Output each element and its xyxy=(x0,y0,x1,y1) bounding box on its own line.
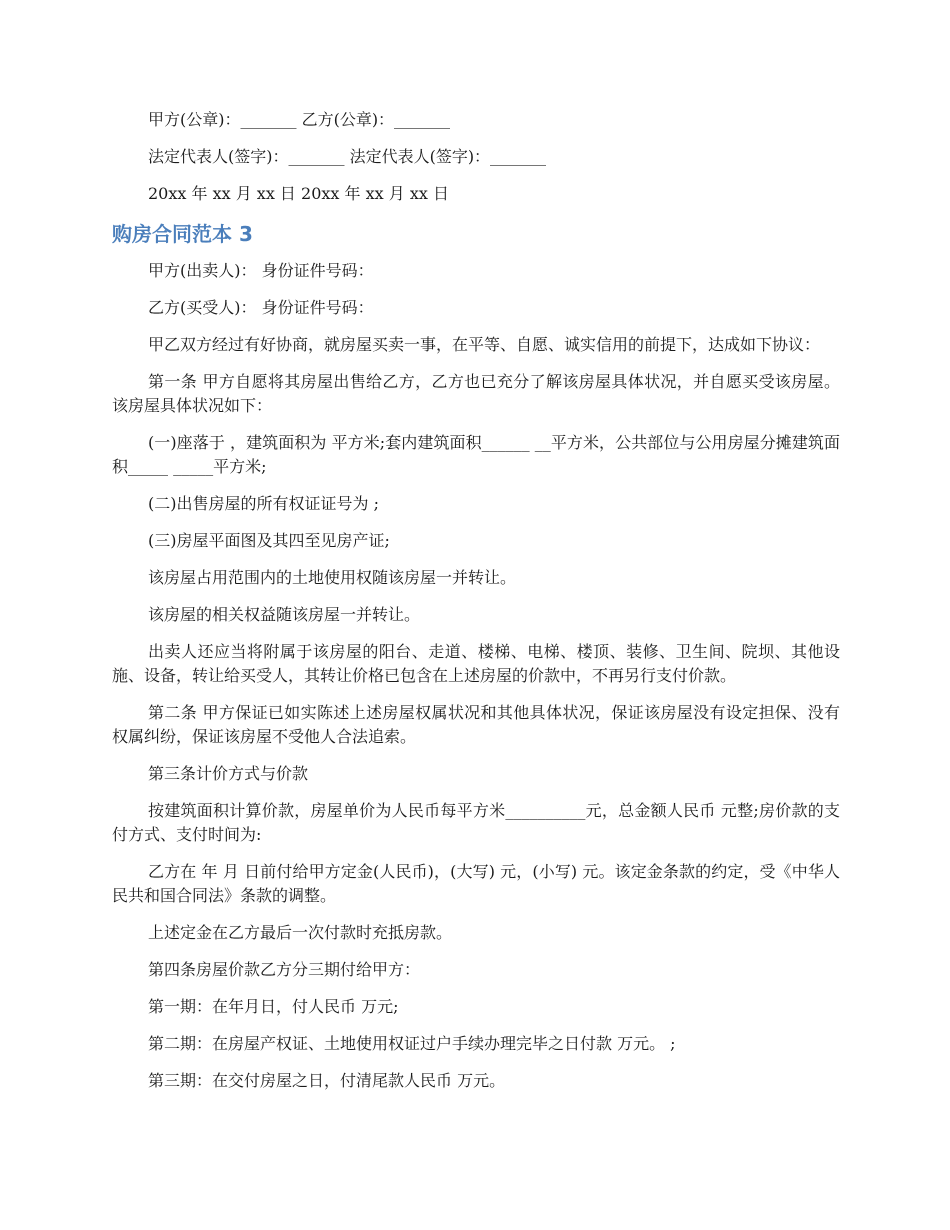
signature-line-date: 20xx 年 xx 月 xx 日 20xx 年 xx 月 xx 日 xyxy=(148,184,449,203)
paragraph-buyer: 乙方(买受人)： 身份证件号码： xyxy=(148,298,374,317)
paragraph-seller: 甲方(出卖人)： 身份证件号码： xyxy=(148,261,374,280)
paragraph-item-2: (二)出售房屋的所有权证证号为 ; xyxy=(148,494,379,513)
paragraph-installment-3: 第三期：在交付房屋之日，付清尾款人民币 万元。 xyxy=(148,1071,506,1090)
paragraph-rights: 该房屋的相关权益随该房屋一并转让。 xyxy=(148,605,421,624)
paragraph-article-3: 第三条计价方式与价款 xyxy=(148,764,309,783)
paragraph-installment-2: 第二期：在房屋产权证、土地使用权证过户手续办理完毕之日付款 万元。 ; xyxy=(148,1034,676,1053)
paragraph-deposit: 乙方在 年 月 日前付给甲方定金(人民币)，(大写) 元，(小写) 元。该定金条款的约定，受《中华人民共和国合同法》条款的调整。 xyxy=(112,862,840,905)
paragraph-preamble: 甲乙双方经过有好协商，就房屋买卖一事，在平等、自愿、诚实信用的前提下，达成如下协议： xyxy=(148,335,821,354)
paragraph-item-3: (三)房屋平面图及其四至见房产证; xyxy=(148,531,390,550)
section-title: 购房合同范本 3 xyxy=(112,222,253,246)
paragraph-installment-1: 第一期：在年月日，付人民币 万元; xyxy=(148,997,399,1016)
paragraph-fixtures: 出卖人还应当将附属于该房屋的阳台、走道、楼梯、电梯、楼顶、装修、卫生间、院坝、其他设施、设备，转让给买受人，其转让价格已包含在上述房屋的价款中，不再另行支付价款。 xyxy=(112,642,840,685)
signature-line-seal: 甲方(公章)：_______ 乙方(公章)：_______ xyxy=(148,110,451,129)
paragraph-deposit-offset: 上述定金在乙方最后一次付款时充抵房款。 xyxy=(148,923,453,942)
document-body xyxy=(112,108,840,1106)
paragraph-pricing: 按建筑面积计算价款，房屋单价为人民币每平方米__________元，总金额人民币 元整;房价款的支付方式、支付时间为: xyxy=(112,801,840,844)
paragraph-article-4: 第四条房屋价款乙方分三期付给甲方： xyxy=(148,960,421,979)
paragraph-land-use: 该房屋占用范围内的土地使用权随该房屋一并转让。 xyxy=(148,568,517,587)
paragraph-item-1: (一)座落于 ，建筑面积为 平方米;套内建筑面积______ __平方米，公共部位与公用房屋分摊建筑面积_____ _____平方米; xyxy=(112,433,840,476)
paragraph-article-2: 第二条 甲方保证已如实陈述上述房屋权属状况和其他具体状况，保证该房屋没有设定担保、没有权属纠纷，保证该房屋不受他人合法追索。 xyxy=(112,703,840,746)
signature-line-representative: 法定代表人(签字)：_______ 法定代表人(签字)：_______ xyxy=(148,147,547,166)
paragraph-article-1: 第一条 甲方自愿将其房屋出售给乙方，乙方也已充分了解该房屋具体状况，并自愿买受该房屋。该房屋具体状况如下： xyxy=(112,372,840,415)
